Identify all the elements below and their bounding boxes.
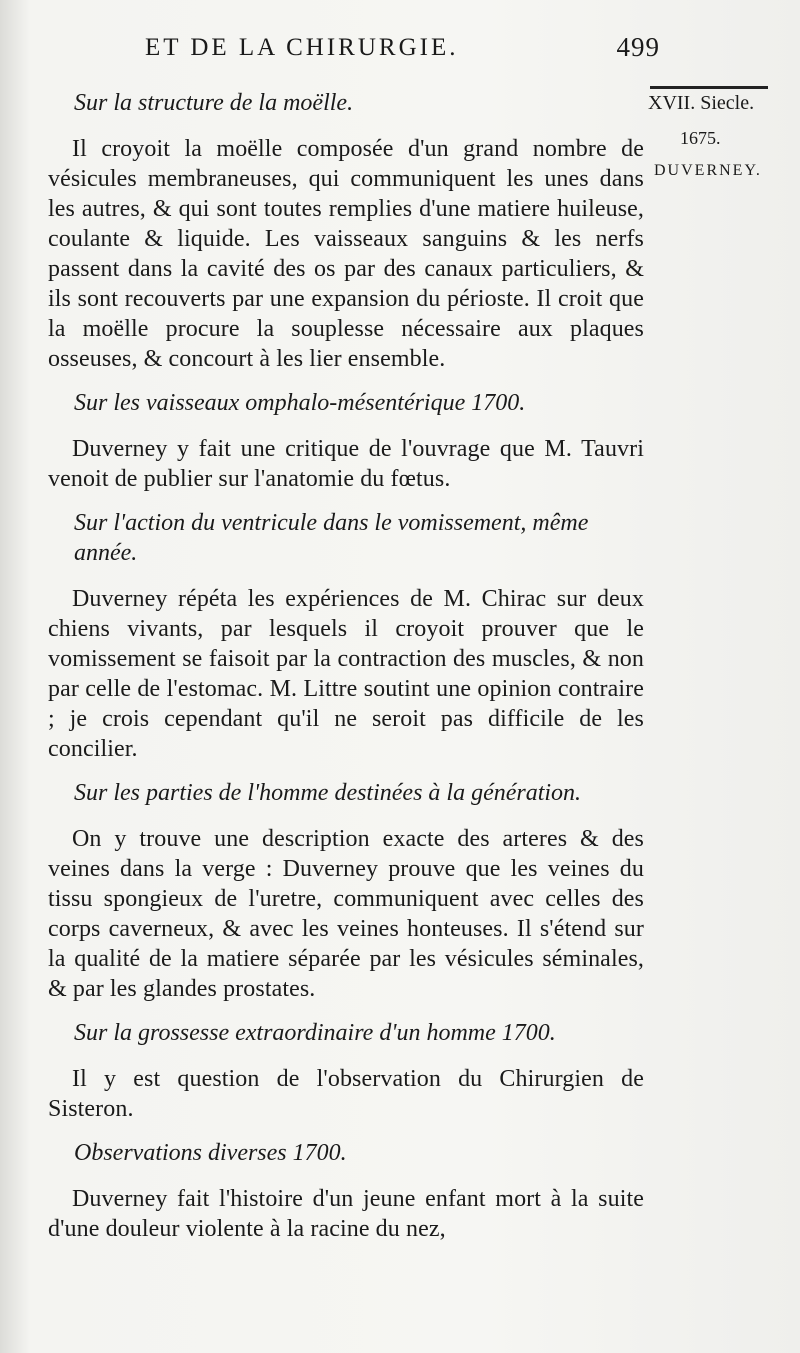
margin-century: XVII. Siecle. <box>648 92 755 114</box>
section-heading: Sur la grossesse extraordinaire d'un homme 1700. <box>74 1020 556 1046</box>
section-heading: Sur les vaisseaux omphalo-mésentérique 1700. <box>74 390 526 416</box>
section-paragraph: Il y est question de l'observation du Chirurgien de Sisteron. <box>48 1066 644 1122</box>
running-head <box>145 30 660 70</box>
margin-rule <box>650 86 768 89</box>
section-paragraph: Duverney y fait une critique de l'ouvrage que M. Tauvri venoit de publier sur l'anatomie du fœtus. <box>48 436 644 492</box>
section-paragraph: On y trouve une description exacte des arteres & des veines dans la verge : Duverney prouve que les veines du tissu spongieux de l'uretre, communiquent avec celles des corps caverneux, & avec les veines honteuses. Il s'étend sur la qualité de la matiere séparée par les vésicules séminales, & par les glandes prostates. <box>48 826 644 1002</box>
body-text <box>48 88 644 1258</box>
running-head-title: ET DE LA CHIRURGIE. <box>145 34 459 61</box>
section-paragraph: Duverney répéta les expériences de M. Chirac sur deux chiens vivants, par lesquels il croyoit prouver que le vomissement se faisoit par la contraction des muscles, & non par celle de l'estomac. M. Littre soutint une opinion contraire ; je crois cependant qu'il ne seroit pas difficile de les concilier. <box>48 586 644 762</box>
section-heading: Sur la structure de la moëlle. <box>74 90 354 116</box>
section-heading: Sur les parties de l'homme destinées à la génération. <box>74 780 582 806</box>
margin-author: DUVERNEY. <box>654 162 762 179</box>
section-heading: Observations diverses 1700. <box>74 1140 347 1166</box>
margin-year: 1675. <box>680 128 721 148</box>
page-number: 499 <box>616 32 660 62</box>
section-paragraph: Il croyoit la moëlle composée d'un grand nombre de vésicules membraneuses, qui communiquent les unes dans les autres, & qui sont toutes remplies d'une matiere huileuse, coulante & liquide. Les vaisseaux sanguins & les nerfs passent dans la cavité des os par des canaux particuliers, & ils sont recouverts par une expansion du périoste. Il croit que la moëlle procure la souplesse nécessaire aux plaques osseuses, & concourt à les lier ensemble. <box>48 136 644 372</box>
section-heading: Sur l'action du ventricule dans le vomissement, même année. <box>74 510 589 566</box>
section-paragraph: Duverney fait l'histoire d'un jeune enfant mort à la suite d'une douleur violente à la racine du nez, <box>48 1186 644 1242</box>
